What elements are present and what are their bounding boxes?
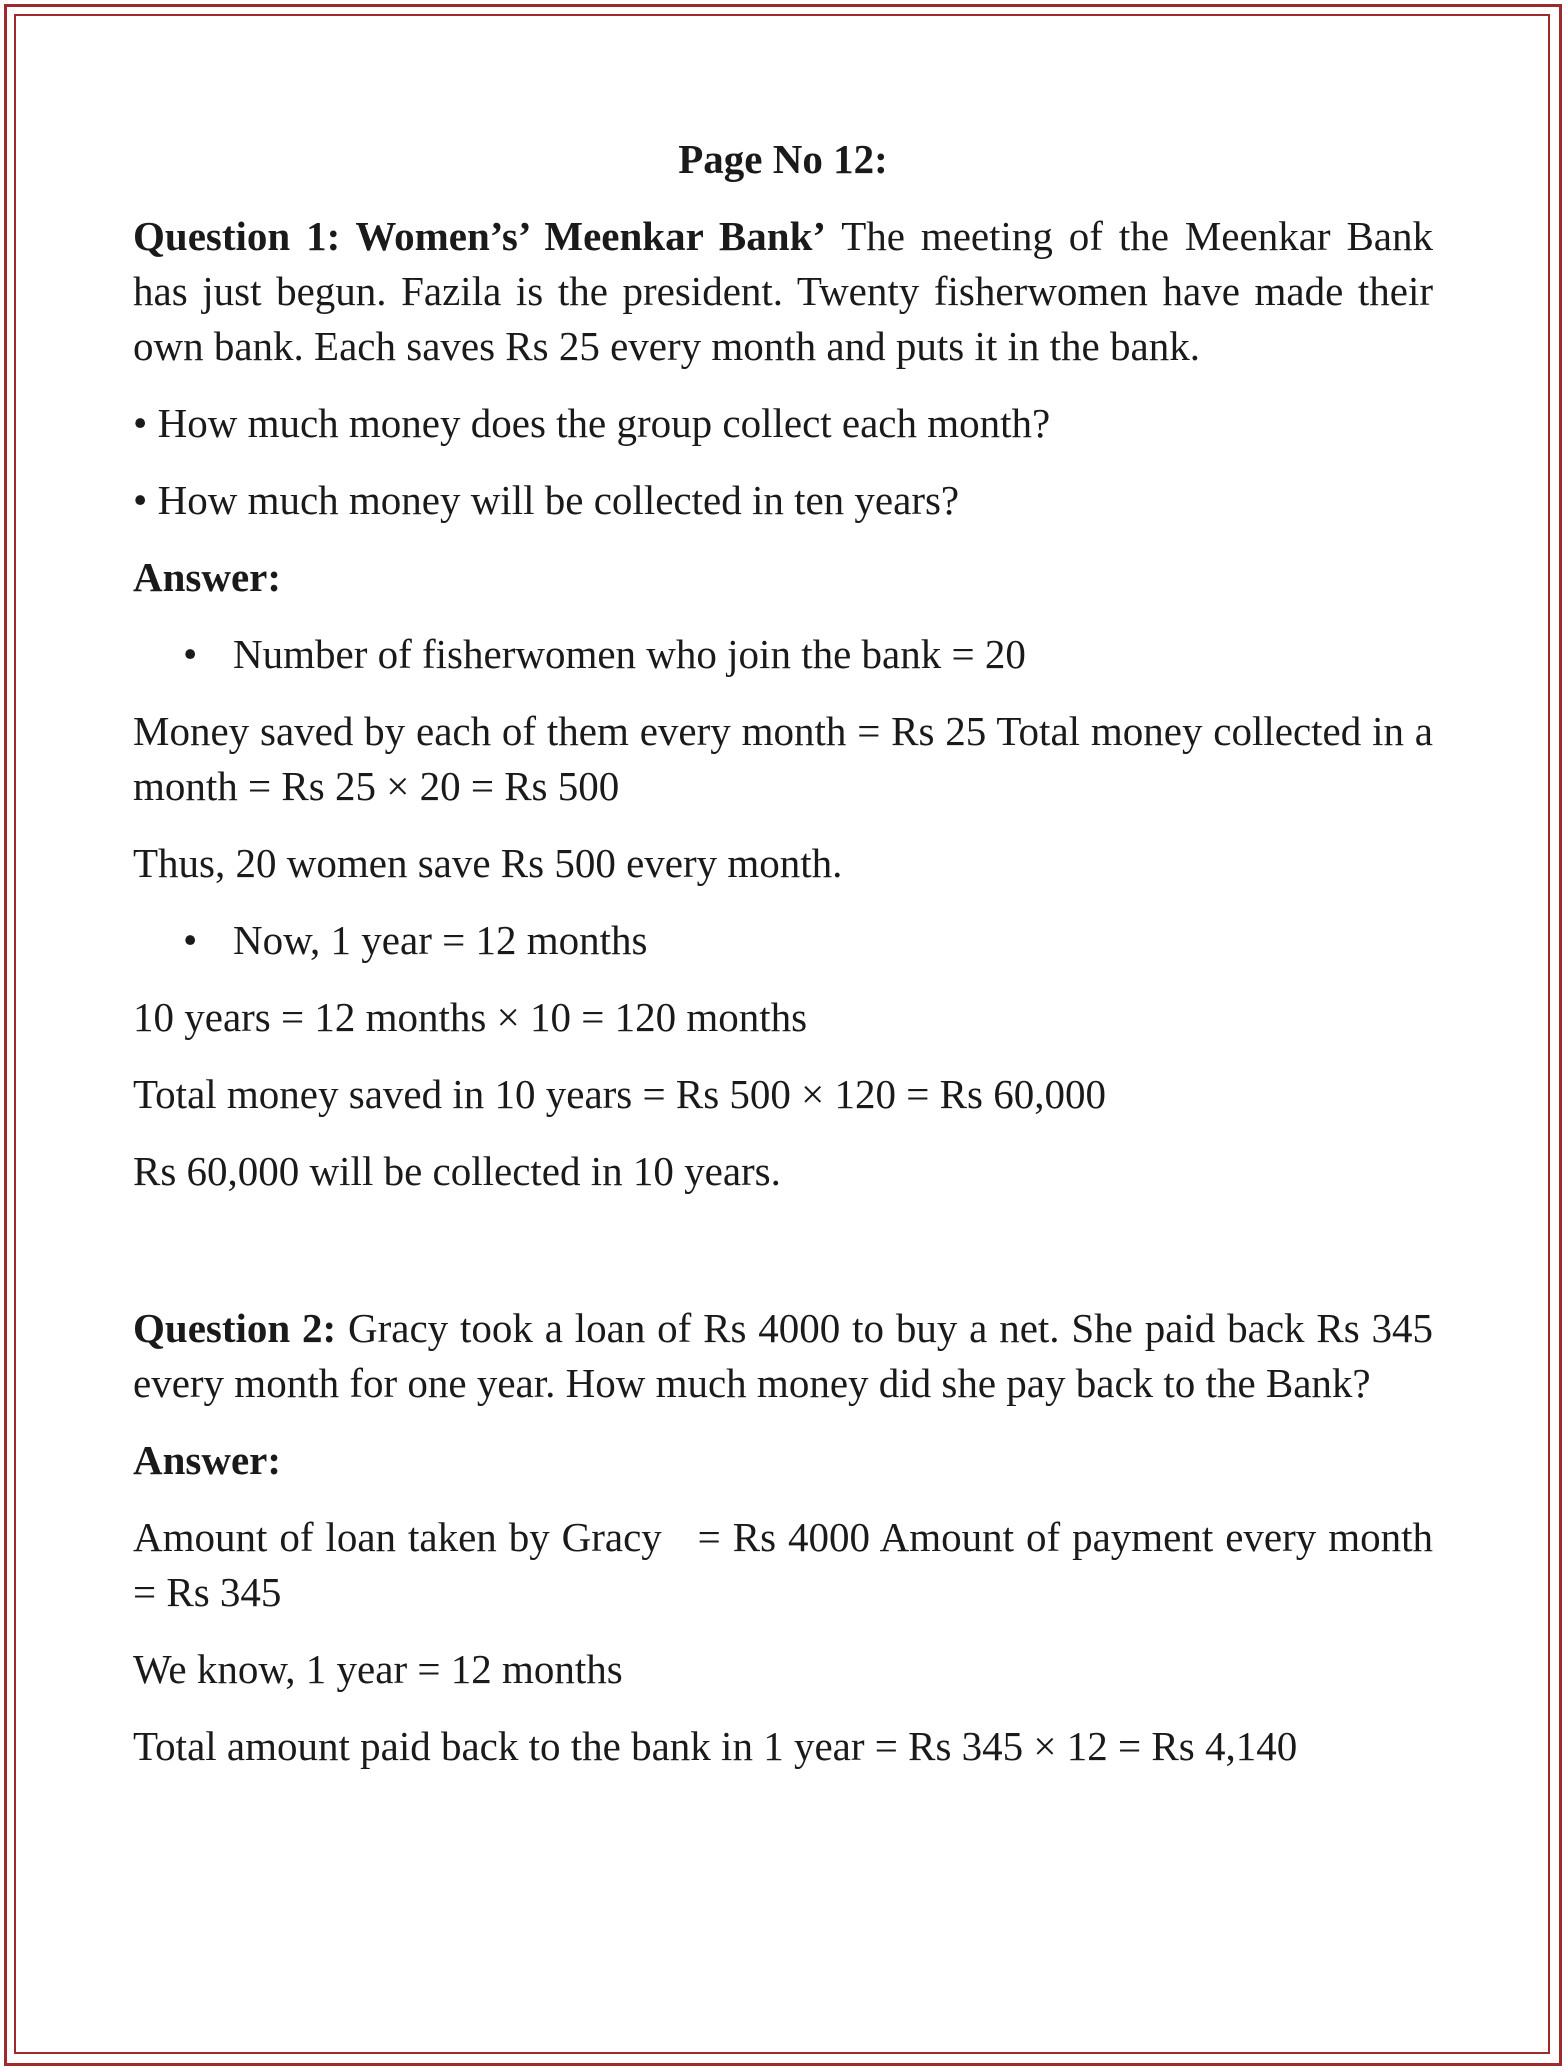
answer-1-line-3: 10 years = 12 months × 10 = 120 months (133, 994, 808, 1040)
question-1-sub-2: • How much money will be collected in ten years? (133, 477, 960, 523)
bullet-icon: • (183, 631, 198, 677)
question-1-text: The meeting of the Meenkar Bank has just begun. Fazila is the president. Twenty fisherwomen have made their own bank. Each saves Rs 25 every month and puts it in the bank. (133, 213, 1433, 369)
bullet-icon: • (183, 917, 198, 963)
document-body (133, 132, 1444, 1796)
answer-2-line-2: We know, 1 year = 12 months (133, 1646, 623, 1692)
answer-1-line-2: Thus, 20 women save Rs 500 every month. (133, 840, 843, 886)
answer-1-bullet-2-text: Now, 1 year = 12 months (233, 917, 648, 963)
question-2-text: Gracy took a loan of Rs 4000 to buy a net. She paid back Rs 345 every month for one year. How much money did she pay back to the Bank? (133, 1305, 1433, 1406)
question-1-sub-1: • How much money does the group collect each month? (133, 400, 1051, 446)
answer-1-line-4: Total money saved in 10 years = Rs 500 × 120 = Rs 60,000 (133, 1071, 1106, 1117)
answer-1-line-5: Rs 60,000 will be collected in 10 years. (133, 1148, 781, 1194)
question-1 (133, 209, 1433, 374)
question-2 (133, 1301, 1433, 1411)
answer-1-bullet-2 (133, 913, 1433, 968)
answer-1-label: Answer: (133, 554, 282, 600)
answer-2-line-3: Total amount paid back to the bank in 1 year = Rs 345 × 12 = Rs 4,140 (133, 1723, 1298, 1769)
page-title: Page No 12: (678, 136, 888, 182)
answer-2-label: Answer: (133, 1437, 282, 1483)
question-2-label: Question 2: (133, 1305, 337, 1351)
answer-1-bullet-1-text: Number of fisherwomen who join the bank = 20 (233, 631, 1026, 677)
answer-1-line-1: Money saved by each of them every month = Rs 25 Total money collected in a month = Rs 25 × 20 = Rs 500 (133, 708, 1433, 809)
answer-2-line-1: Amount of loan taken by Gracy = Rs 4000 Amount of payment every month = Rs 345 (133, 1514, 1444, 1615)
question-1-label: Question 1: Women’s’ Meenkar Bank’ (133, 213, 827, 259)
section-gap (133, 1221, 1433, 1301)
answer-1-bullet-1 (133, 627, 1433, 682)
